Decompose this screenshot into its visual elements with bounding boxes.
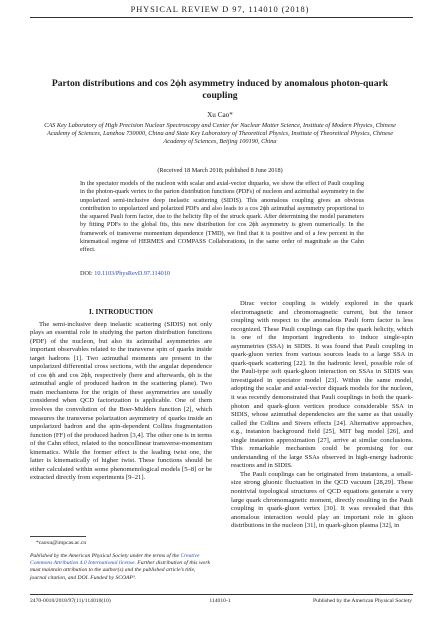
running-head: PHYSICAL REVIEW D 97, 114010 (2018): [130, 5, 310, 14]
footnote-rule: [30, 536, 86, 537]
right-column: [231, 300, 413, 531]
author-name: Xu Cao*: [207, 111, 233, 119]
license-notice: [30, 553, 212, 582]
license-text: Published by the American Physical Society under the terms of the: [30, 553, 180, 559]
page-number: 114010-1: [209, 598, 231, 604]
paragraph: Dirac vector coupling is widely explored in the quark electromagnetic and chromomagnetic current, but the tensor coupling with respect to the anomalous Pauli form factor is less recognized. These Pauli couplings can flip the quark helicity, which is one of the important ingredients to induce single-spin asymmetries (SSA) in SIDIS. It was found that Pauli coupling in quark-gluon vertex from various sources leads to a large SSA in quark-quark scattering [22]. In the hadronic level, possible role of the Pauli-type soft quark-gluon interaction on SSAs in SIDIS was investigated in spectator model [23]. Within the same model, adopting the scalar and axial-vector diquark models for the nucleon, it was recently demonstrated that Pauli couplings in both the quark-photon and quark-gluon vertices produce considerable SSA in SIDIS, whose azimuthal dependencies are the same as that usually called the Collins and Sivers effects [24]. Alternative approaches, e.g., instanton background field [25], MIT bag model [26], and single instanton approximation [27], arrive at similar conclusions. This remarkable mechanism could be promising for our understanding of the large SSAs observed in high-energy hadronic reactions and in SIDIS.: [231, 300, 413, 470]
abstract: In the spectator models of the nucleon with scalar and axial-vector diquarks, we show the effect of Pauli coupling in the photon-quark vertex to the parton distribution functions (PDFs) of nucleon and azimuthal asymmetry in the unpolarized semi-inclusive deep inelastic scattering (SIDIS). This anomalous coupling gives an obvious contribution to unpolarized and polarized PDFs and also leads to a cos 2ϕh azimuthal asymmetry proportional to the squared Pauli form factor, due to the helicity flip of the struck quark. After determining the model parameters by fitting PDFs to the global fits, this new distribution for cos 2ϕh asymmetry is given numerically. In the framework of transverse momentum dependence (TMD), we find that it is positive and of a few percent in the kinematical regime of HERMES and COMPASS Collaborations, in the same order of magnitude as the Cahn effect.: [80, 180, 364, 253]
received-date: (Received 18 March 2018; published 8 June 2018): [157, 167, 283, 174]
footer-issn: 2470-0010/2018/97(11)/114010(10): [30, 598, 111, 604]
article-title: Parton distributions and cos 2ϕh asymmetry induced by anomalous photon-quark coupling: [51, 78, 389, 101]
paragraph: The Pauli couplings can be originated from instantons, a small-size strong gluonic fluctuation in the QCD vacuum [28,29]. These nontrivial topological structures of QCD equations generate a very large quark chromomagnetic moment, directly resulting in the Pauli coupling in quark-gluon vertex [30]. It was revealed that this anomalous interaction would play an important role in gluon distributions in the nucleon [31], in quark-gluon plasma [32], in: [231, 470, 413, 530]
doi-link[interactable]: 10.1103/PhysRevD.97.114010: [94, 270, 170, 277]
doi-prefix: DOI:: [80, 270, 93, 277]
license-text-cont: Further distribution of this work must maintain attribution to the author(s) and the published article’s title, journal citation, and DOI. Funded by SCOAP³.: [30, 560, 211, 581]
left-column: [30, 308, 212, 483]
paragraph: The semi-inclusive deep inelastic scattering (SIDIS) not only plays an essential role in studying the parton distribution functions (PDF) of the nucleon, but also its azimuthal asymmetries are important observables related to the transverse spin of quarks inside target hadrons [1]. Two azimuthal moments are present in the unpolarized differential cross sections, with the angular dependence of cos ϕh and cos 2ϕh, respectively (here and afterwards, ϕh is the azimuthal angle of produced hadron in the scattering plane). Two main mechanisms for the origin of these asymmetries are usually considered when QCD factorization is applicable. One of them involves the convolution of the Boer-Mulders function [2], which measures the transverse polarization asymmetry of quarks inside an unpolarized hadron and the spin-dependent Collins fragmentation function (FF) of the produced hadron [3,4]. The other one is in terms of the Cahn effect, related to the noncollinear transverse-momentum kinematics. While the former effect is the leading twist one, the latter is kinematically of higher twist. These functions should be either calculated within some phenomenological models [5–8] or be extracted directly from experiments [9–21].: [30, 320, 212, 482]
footer-publisher: Published by the American Physical Society: [313, 598, 412, 604]
license-link[interactable]: Creative Commons Attribution 4.0 International license.: [30, 553, 200, 567]
section-heading: I. INTRODUCTION: [89, 308, 153, 316]
top-rule: [30, 17, 413, 18]
doi-line: [80, 270, 170, 277]
author-affiliation: CAS Key Laboratory of High Precision Nuclear Spectroscopy and Center for Nuclear Matter Science, Institute of Modern Physics, Chinese Academy of Sciences, Lanzhou 730000, China and State Key Laboratory of Theoretical Physics, Institute of Theoretical Physics, Chinese Academy of Sciences, Beijing 100190, China: [44, 122, 396, 146]
bottom-rule: [30, 594, 413, 595]
author-email-footnote: *caoxu@impcas.ac.cn: [36, 540, 87, 546]
